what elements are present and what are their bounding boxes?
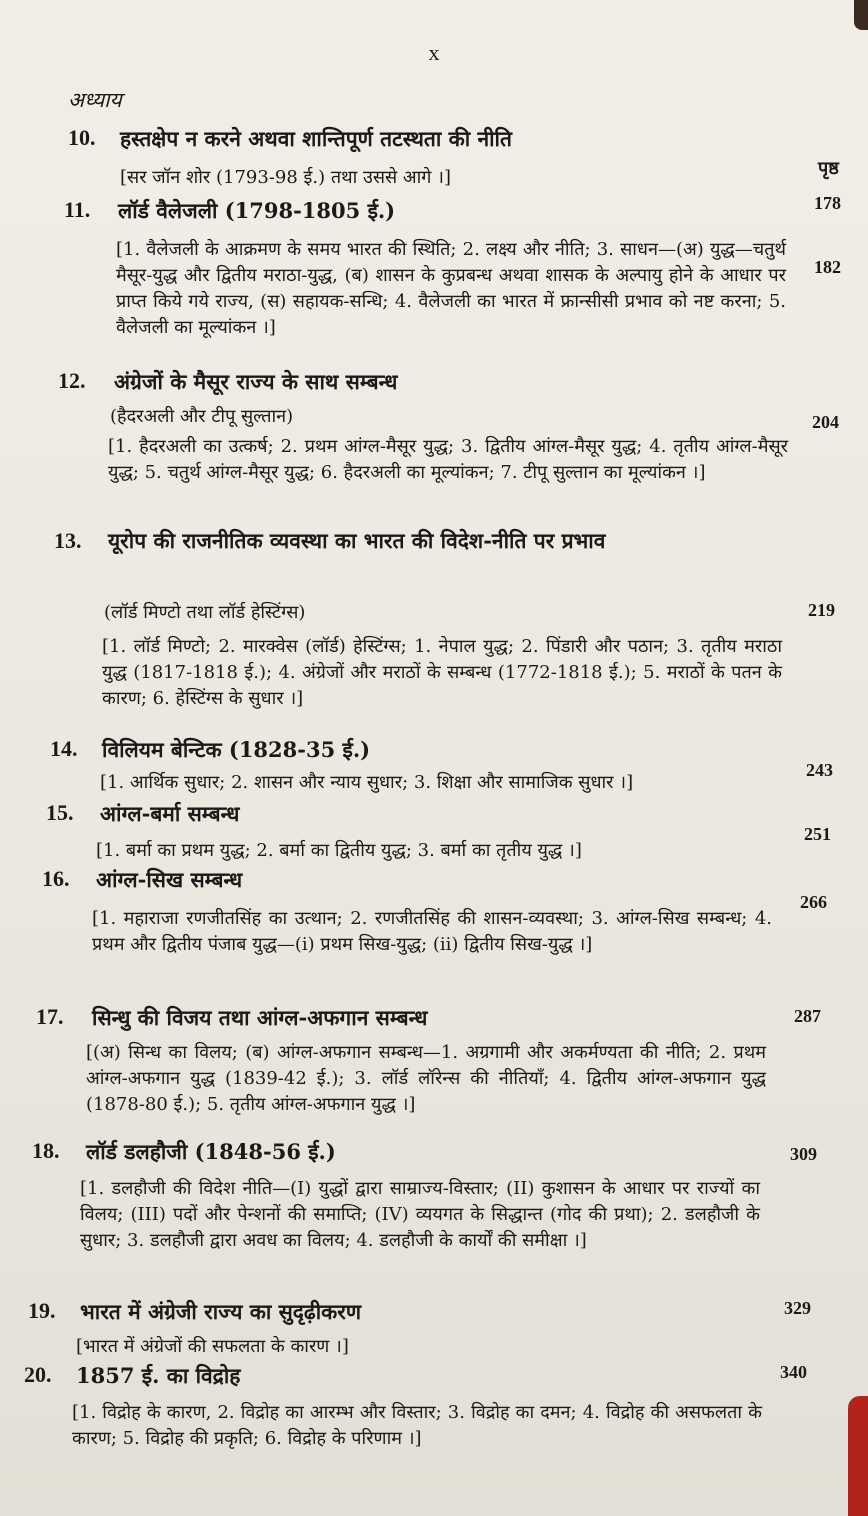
chapter-title: आंग्ल-सिख सम्बन्ध: [96, 867, 243, 892]
chapter-title: आंग्ल-बर्मा सम्बन्ध: [100, 801, 240, 826]
chapter-description: [1. विद्रोह के कारण, 2. विद्रोह का आरम्भ और विस्तार; 3. विद्रोह का दमन; 4. विद्रोह की असफलता के कारण; 5. विद्रोह की प्रकृति; 6. विद्रोह के परिणाम ।]: [72, 1402, 762, 1449]
chapter-description: [1. लॉर्ड मिण्टो; 2. मारक्वेस (लॉर्ड) हेस्टिंग्स; 1. नेपाल युद्ध; 2. पिंडारी और पठान; 3. तृतीय मराठा युद्ध (1817-1818 ई.); 4. अंग्रेजों और मराठों के सम्बन्ध (1772-1818 ई.); 5. मराठों के पतन के कारण; 6. हेस्टिंग्स के सुधार ।]: [102, 636, 782, 709]
chapter-title: सिन्धु की विजय तथा आंग्ल-अफगान सम्बन्ध: [92, 1005, 428, 1030]
chapter-page: 178: [814, 193, 841, 213]
chapter-number: 19.: [28, 1298, 56, 1323]
chapter-title: यूरोप की राजनीतिक व्यवस्था का भारत की विदेश-नीति पर प्रभाव: [108, 528, 606, 553]
chapter-description: [1. बर्मा का प्रथम युद्ध; 2. बर्मा का द्वितीय युद्ध; 3. बर्मा का तृतीय युद्ध ।]: [96, 840, 582, 861]
chapter-page: 219: [808, 600, 835, 620]
chapter-description: [1. महाराजा रणजीतसिंह का उत्थान; 2. रणजीतसिंह की शासन-व्यवस्था; 3. आंग्ल-सिख सम्बन्ध; 4. प्रथम और द्वितीय पंजाब युद्ध—(i) प्रथम सिख-युद्ध; (ii) द्वितीय सिख-युद्ध ।]: [92, 908, 772, 955]
chapter-description: [1. हैदरअली का उत्कर्ष; 2. प्रथम आंग्ल-मैसूर युद्ध; 3. द्वितीय आंग्ल-मैसूर युद्ध; 4. तृतीय आंग्ल-मैसूर युद्ध; 5. चतुर्थ आंग्ल-मैसूर युद्ध; 6. हैदरअली का मूल्यांकन; 7. टीपू सुल्तान का मूल्यांकन ।]: [108, 436, 788, 483]
chapter-number: 16.: [42, 866, 70, 891]
chapter-subtitle: (लॉर्ड मिण्टो तथा लॉर्ड हेस्टिंग्स): [104, 602, 306, 623]
chapter-number: 11.: [64, 197, 91, 222]
chapter-page: 182: [814, 257, 841, 277]
chapter-page: 266: [800, 892, 827, 912]
chapter-description: [भारत में अंग्रेजों की सफलता के कारण ।]: [76, 1336, 349, 1357]
chapter-page: 340: [780, 1362, 807, 1382]
chapter-number: 20.: [24, 1362, 52, 1387]
page-column-label: पृष्ठ: [818, 158, 839, 179]
chapter-number: 10.: [68, 125, 96, 150]
chapter-page: 243: [806, 760, 833, 780]
page-number: x: [428, 40, 440, 65]
chapter-number: 18.: [32, 1138, 60, 1163]
chapter-number: 15.: [46, 800, 74, 825]
page-corner-shadow: [854, 0, 868, 30]
chapter-page: 309: [790, 1144, 817, 1164]
chapter-number: 14.: [50, 736, 78, 761]
chapter-description: [1. वैलेजली के आक्रमण के समय भारत की स्थिति; 2. लक्ष्य और नीति; 3. साधन—(अ) युद्ध—चतुर्थ मैसूर-युद्ध और द्वितीय मराठा-युद्ध, (ब) शासन के कुप्रबन्ध अथवा शासक के अल्पायु होने के आधार पर प्राप्त किये गये राज्य, (स) सहायक-सन्धि; 4. वैलेजली का भारत में फ्रान्सीसी प्रभाव को नष्ट करना; 5. वैलेजली का मूल्यांकन ।]: [116, 239, 786, 338]
chapter-page: 287: [794, 1006, 821, 1026]
section-label: अध्याय: [68, 88, 122, 112]
chapter-description: [1. डलहौजी की विदेश नीति—(I) युद्धों द्वारा साम्राज्य-विस्तार; (II) कुशासन के आधार पर राज्यों का विलय; (III) पदों और पेन्शनों की समाप्ति; (IV) व्ययगत के सिद्धान्त (गोद की प्रथा); 2. डलहौजी के सुधार; 3. डलहौजी द्वारा अवध का विलय; 4. डलहौजी के कार्यों की समीक्षा ।]: [80, 1178, 760, 1251]
chapter-title: हस्तक्षेप न करने अथवा शान्तिपूर्ण तटस्थता की नीति: [120, 126, 512, 151]
chapter-title: लॉर्ड वैलेजली (1798-1805 ई.): [118, 198, 396, 223]
chapter-title: विलियम बेन्टिक (1828-35 ई.): [102, 737, 371, 762]
book-cover-edge: [848, 1396, 868, 1516]
chapter-number: 17.: [36, 1004, 64, 1029]
chapter-number: 12.: [58, 368, 86, 393]
chapter-title: अंग्रेजों के मैसूर राज्य के साथ सम्बन्ध: [114, 369, 398, 394]
chapter-page: 329: [784, 1298, 811, 1318]
chapter-title: लॉर्ड डलहौजी (1848-56 ई.): [86, 1139, 336, 1164]
chapter-description: [(अ) सिन्ध का विलय; (ब) आंग्ल-अफगान सम्बन्ध—1. अग्रगामी और अकर्मण्यता की नीति; 2. प्रथम आंग्ल-अफगान युद्ध (1839-42 ई.); 3. लॉर्ड लॉरेन्स की नीतियाँ; 4. द्वितीय आंग्ल-अफगान युद्ध (1878-80 ई.); 5. तृतीय आंग्ल-अफगान युद्ध ।]: [86, 1042, 766, 1115]
chapter-number: 13.: [54, 528, 82, 553]
chapter-description: [सर जॉन शोर (1793-98 ई.) तथा उससे आगे ।]: [120, 167, 451, 188]
chapter-title: 1857 ई. का विद्रोह: [76, 1363, 241, 1388]
chapter-page: 251: [804, 824, 831, 844]
chapter-subtitle: (हैदरअली और टीपू सुल्तान): [110, 406, 294, 427]
chapter-page: 204: [812, 412, 839, 432]
chapter-description: [1. आर्थिक सुधार; 2. शासन और न्याय सुधार; 3. शिक्षा और सामाजिक सुधार ।]: [100, 772, 634, 793]
chapter-title: भारत में अंग्रेजी राज्य का सुदृढ़ीकरण: [80, 1299, 362, 1324]
